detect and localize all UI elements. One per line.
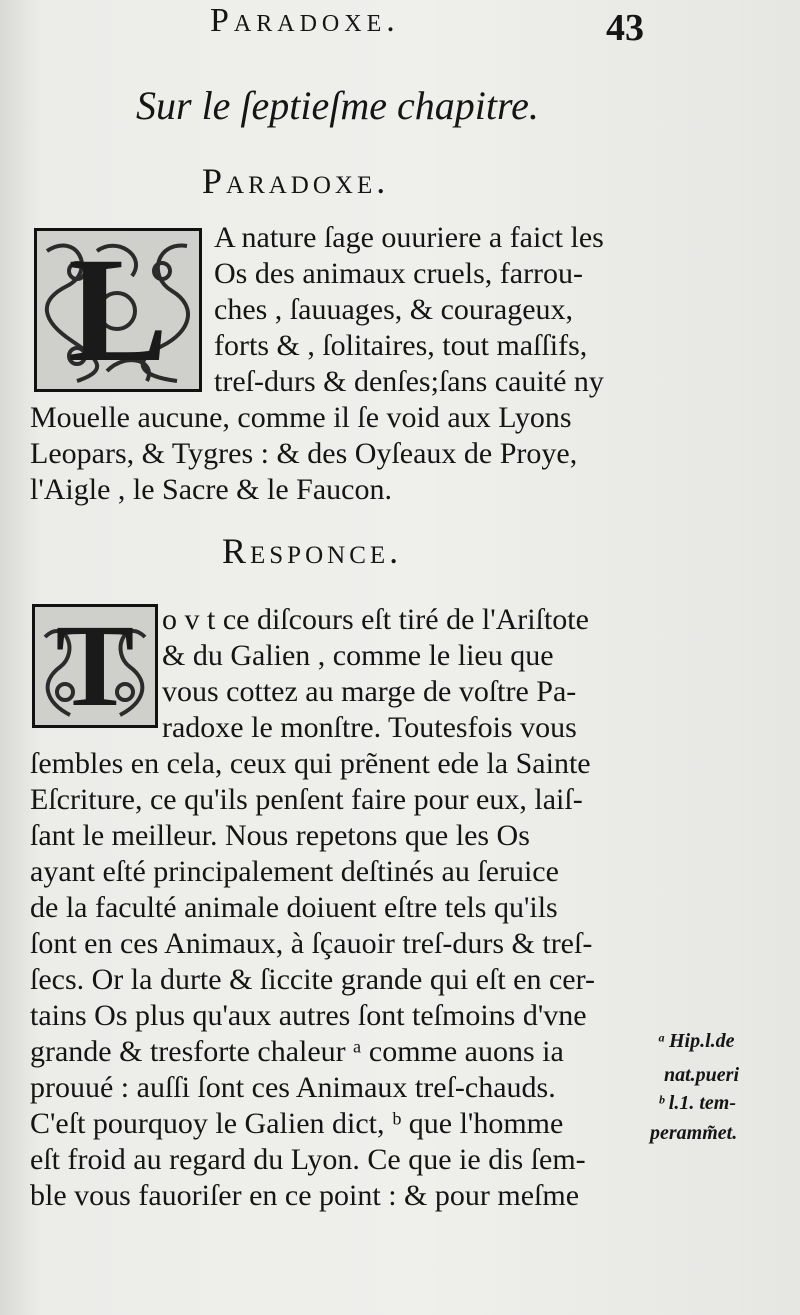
- paradoxe-heading: Paradoxe.: [202, 161, 390, 201]
- drop-cap-letter: L: [67, 227, 169, 393]
- responce-line-6: Eſcriture, ce qu'ils penſent faire pour eux, laiſ-: [30, 783, 583, 816]
- responce-line-15: C'eſt pourquoy le Galien dict, ᵇ que l'homme: [30, 1107, 564, 1140]
- margin-note-a-line-2: nat.pueri: [664, 1064, 740, 1086]
- paradoxe-line-6: Mouelle aucune, comme il ſe void aux Lyons: [30, 401, 572, 434]
- responce-line-17: ble vous fauoriſer en ce point : & pour meſme: [30, 1179, 580, 1212]
- responce-line-12: tains Os plus qu'aux autres ſont teſmoins d'vne: [30, 999, 587, 1032]
- paradoxe-line-1: A nature ſage ouuriere a faict les: [214, 221, 604, 254]
- responce-line-7: ſant le meilleur. Nous repetons que les Os: [30, 819, 530, 852]
- responce-line-8: ayant eſté principalement deſtinés au ſeruice: [30, 855, 559, 888]
- running-head: Paradoxe.: [210, 2, 400, 39]
- paradoxe-line-3: ches , ſauuages, & courageux,: [214, 293, 574, 326]
- responce-line-11: ſecs. Or la durte & ſiccite grande qui eſt en cer-: [30, 963, 595, 996]
- responce-line-10: ſont en ces Animaux, à ſçauoir treſ-durs & treſ-: [30, 927, 593, 960]
- responce-line-5: ſembles en cela, ceux qui prẽnent ede la Sainte: [30, 747, 591, 780]
- responce-line-14: prouué : auſſi ſont ces Animaux treſ-chauds.: [30, 1071, 556, 1104]
- responce-line-2: & du Galien , comme le lieu que: [162, 639, 554, 672]
- margin-note-b-line-1: ᵇ l.1. tem-: [658, 1092, 736, 1114]
- drop-cap-letter: T: [55, 600, 135, 731]
- paradoxe-line-8: l'Aigle , le Sacre & le Faucon.: [30, 473, 392, 506]
- paradoxe-line-2: Os des animaux cruels, farrou-: [214, 257, 584, 290]
- drop-cap-ornament-l: [34, 228, 202, 392]
- chapter-title: Sur le ſeptieſme chapitre.: [136, 83, 539, 128]
- paradoxe-line-5: treſ-durs & denſes;ſans cauité ny: [214, 365, 604, 398]
- page-number: 43: [606, 7, 644, 49]
- responce-line-1: o v t ce diſcours eſt tiré de l'Ariſtote: [162, 603, 589, 636]
- paradoxe-line-4: forts & , ſolitaires, tout maſſifs,: [214, 329, 588, 362]
- responce-line-16: eſt froid au regard du Lyon. Ce que ie dis ſem-: [30, 1143, 586, 1176]
- drop-cap-ornament-t: [32, 600, 158, 731]
- responce-line-4: radoxe le monſtre. Toutesfois vous: [162, 711, 577, 744]
- paradoxe-line-7: Leopars, & Tygres : & des Oyſeaux de Proye,: [30, 437, 578, 470]
- responce-heading: Responce.: [222, 531, 403, 571]
- responce-line-13: grande & tresforte chaleur ᵃ comme auons ia: [30, 1035, 564, 1068]
- margin-note-b-line-2: peramm̃et.: [650, 1122, 738, 1144]
- margin-note-a-line-1: ᵃ Hip.l.de: [658, 1030, 735, 1052]
- responce-line-9: de la faculté animale doiuent eſtre tels qu'ils: [30, 891, 558, 924]
- show-through-text: [560, 40, 800, 340]
- responce-line-3: vous cottez au marge de voſtre Pa-: [162, 675, 577, 708]
